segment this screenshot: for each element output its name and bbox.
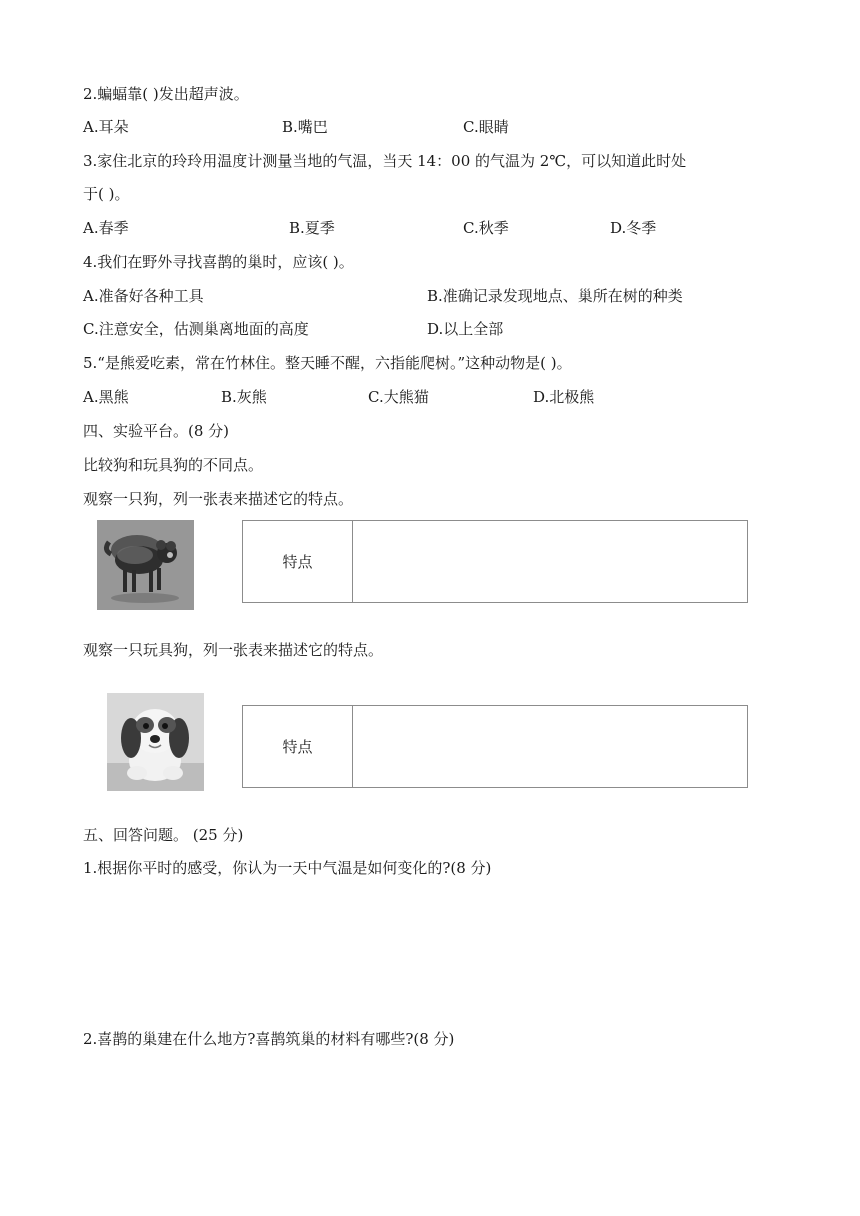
q5-option-b: B.灰熊 <box>221 388 267 406</box>
q4-option-b: B.准确记录发现地点、巢所在树的种类 <box>427 287 683 305</box>
toy-feature-label: 特点 <box>243 706 353 787</box>
dog-feature-answer-cell[interactable] <box>353 521 747 602</box>
q3-option-b: B.夏季 <box>289 219 335 237</box>
toy-prompt: 观察一只玩具狗，列一张表来描述它的特点。 <box>83 641 384 659</box>
q4-option-d: D.以上全部 <box>427 320 504 338</box>
q4-option-a: A.准备好各种工具 <box>83 287 204 305</box>
q3-option-d: D.冬季 <box>610 219 657 237</box>
q5-option-a: A.黑熊 <box>83 388 129 406</box>
dog-feature-label: 特点 <box>243 521 353 602</box>
q2-option-a: A.耳朵 <box>83 118 129 136</box>
q4-option-c: C.注意安全，估测巢离地面的高度 <box>83 320 309 338</box>
q4-stem: 4.我们在野外寻找喜鹊的巢时，应该( )。 <box>83 253 354 271</box>
section5-heading: 五、回答问题。 (25 分) <box>83 826 244 844</box>
toy-feature-table <box>242 705 748 788</box>
q3-stem-line2: 于( )。 <box>83 185 130 203</box>
dog-photo <box>97 520 194 610</box>
q2-option-b: B.嘴巴 <box>282 118 328 136</box>
q5-stem: 5.“是熊爱吃素，常在竹林住。整天睡不醒，六指能爬树。”这种动物是( )。 <box>83 354 572 372</box>
q3-stem-line1: 3.家住北京的玲玲用温度计测量当地的气温，当天 14：00 的气温为 2℃，可以知道此时处 <box>83 152 687 170</box>
section4-heading: 四、实验平台。(8 分) <box>83 422 230 440</box>
q2-stem: 2.蝙蝠靠( )发出超声波。 <box>83 85 249 103</box>
q3-option-c: C.秋季 <box>463 219 509 237</box>
dog-prompt: 观察一只狗，列一张表来描述它的特点。 <box>83 490 354 508</box>
q5-option-d: D.北极熊 <box>533 388 595 406</box>
q5-option-c: C.大熊猫 <box>368 388 429 406</box>
section5-q1: 1.根据你平时的感受，你认为一天中气温是如何变化的?(8 分) <box>83 859 492 877</box>
q2-option-c: C.眼睛 <box>463 118 509 136</box>
section5-q2: 2.喜鹊的巢建在什么地方?喜鹊筑巢的材料有哪些?(8 分) <box>83 1030 455 1048</box>
section4-intro: 比较狗和玩具狗的不同点。 <box>83 456 264 474</box>
dog-feature-table <box>242 520 748 603</box>
q3-option-a: A.春季 <box>83 219 129 237</box>
toy-dog-photo <box>107 693 204 791</box>
toy-feature-answer-cell[interactable] <box>353 706 747 787</box>
